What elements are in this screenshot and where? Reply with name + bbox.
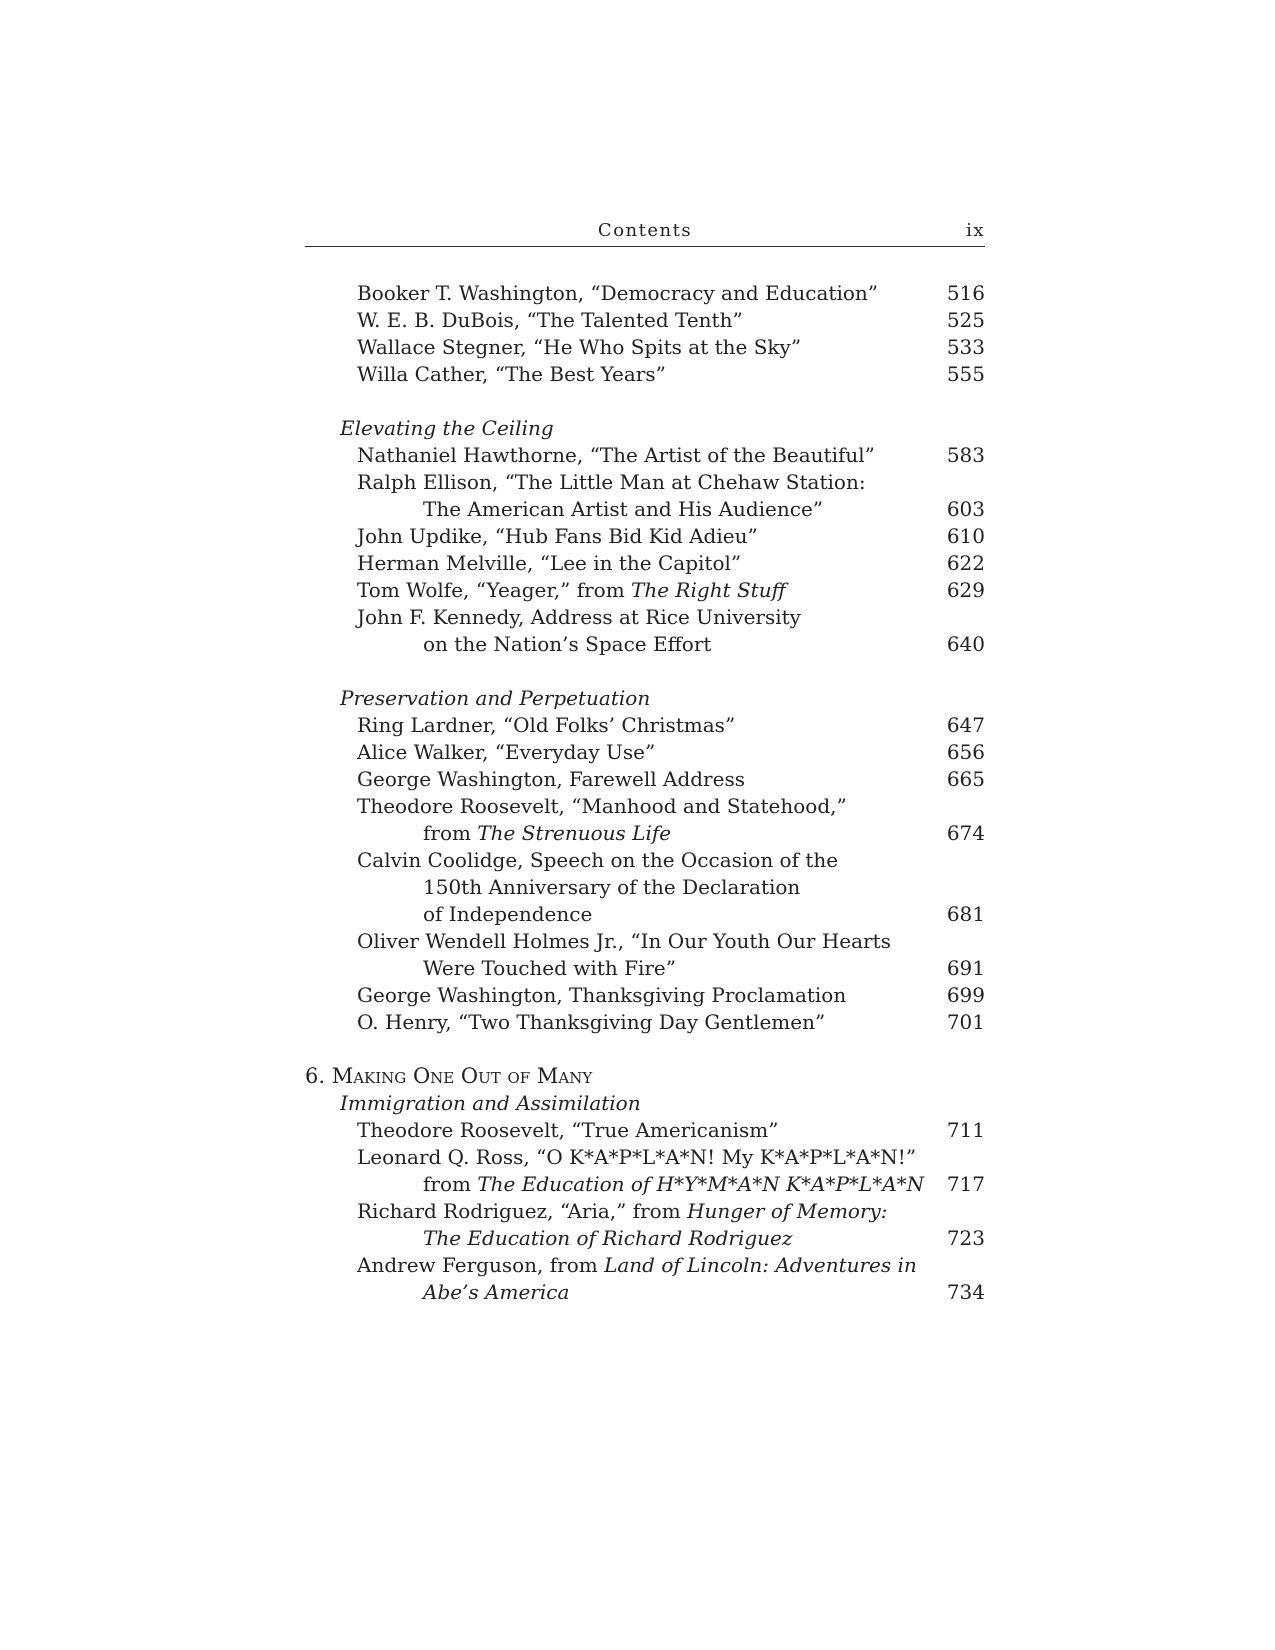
entry-page: 681 bbox=[946, 902, 985, 926]
part-title: Making One Out of Many bbox=[331, 1064, 593, 1088]
entry-title: Theodore Roosevelt, “True Americanism” bbox=[357, 1118, 779, 1142]
entry-page: 699 bbox=[946, 983, 985, 1007]
toc-entry[interactable] bbox=[305, 982, 985, 1009]
section-heading: Immigration and Assimilation bbox=[340, 1091, 641, 1115]
entry-title-cont: Were Touched with Fire” bbox=[423, 956, 676, 980]
toc-entry-continuation[interactable] bbox=[305, 901, 985, 928]
entry-book-title: The Education of Richard Rodriguez bbox=[423, 1226, 793, 1250]
part-number: 6. bbox=[305, 1064, 332, 1088]
entry-title: Ralph Ellison, “The Little Man at Chehaw Station: bbox=[357, 470, 866, 494]
toc-entry[interactable] bbox=[305, 577, 985, 604]
entry-page: 674 bbox=[946, 821, 985, 845]
entry-page: 656 bbox=[946, 740, 985, 764]
entry-book-title: The Education of H*Y*M*A*N K*A*P*L*A*N bbox=[477, 1172, 925, 1196]
toc-entry[interactable] bbox=[305, 523, 985, 550]
entry-title-cont: 150th Anniversary of the Declaration bbox=[423, 875, 801, 899]
entry-page: 647 bbox=[946, 713, 985, 737]
entry-title-cont: on the Nation’s Space Effort bbox=[423, 632, 712, 656]
toc-entry[interactable] bbox=[305, 928, 985, 955]
entry-page: 665 bbox=[946, 767, 985, 791]
page-number: ix bbox=[966, 220, 985, 241]
entry-title: Andrew Ferguson, from bbox=[357, 1253, 605, 1277]
section-heading: Elevating the Ceiling bbox=[340, 416, 554, 440]
entry-title: George Washington, Thanksgiving Proclamation bbox=[357, 983, 847, 1007]
toc-entry[interactable] bbox=[305, 361, 985, 388]
entry-title: Theodore Roosevelt, “Manhood and Statehood,” bbox=[357, 794, 847, 818]
toc-entry[interactable] bbox=[305, 739, 985, 766]
entry-title: O. Henry, “Two Thanksgiving Day Gentlemen” bbox=[357, 1010, 826, 1034]
entry-page: 691 bbox=[946, 956, 985, 980]
entry-page: 555 bbox=[946, 362, 985, 386]
toc-entry[interactable] bbox=[305, 847, 985, 874]
entry-title: Herman Melville, “Lee in the Capitol” bbox=[357, 551, 742, 575]
entry-book-title: The Right Stuff bbox=[631, 578, 786, 602]
toc-entry-continuation[interactable] bbox=[305, 1225, 985, 1252]
entry-title-cont: of Independence bbox=[423, 902, 593, 926]
entry-title: Nathaniel Hawthorne, “The Artist of the Beautiful” bbox=[357, 443, 875, 467]
entry-page: 723 bbox=[946, 1226, 985, 1250]
toc-entry-continuation[interactable] bbox=[305, 496, 985, 523]
toc-entry[interactable] bbox=[305, 550, 985, 577]
entry-page: 717 bbox=[946, 1172, 985, 1196]
entry-page: 583 bbox=[946, 443, 985, 467]
entry-page: 525 bbox=[946, 308, 985, 332]
entry-page: 629 bbox=[946, 578, 985, 602]
toc-entry[interactable] bbox=[305, 1117, 985, 1144]
toc-entry[interactable] bbox=[305, 307, 985, 334]
entry-title-cont: The American Artist and His Audience” bbox=[423, 497, 823, 521]
entry-book-title: Land of Lincoln: Adventures in bbox=[604, 1253, 917, 1277]
entry-page: 533 bbox=[946, 335, 985, 359]
toc-entry-continuation[interactable] bbox=[305, 1171, 985, 1198]
table-of-contents bbox=[305, 280, 985, 1306]
entry-title-cont: from bbox=[423, 1172, 478, 1196]
toc-entry[interactable] bbox=[305, 793, 985, 820]
entry-title: Richard Rodriguez, “Aria,” from bbox=[357, 1199, 688, 1223]
toc-entry[interactable] bbox=[305, 1198, 985, 1225]
toc-entry[interactable] bbox=[305, 442, 985, 469]
toc-entry[interactable] bbox=[305, 766, 985, 793]
toc-entry[interactable] bbox=[305, 712, 985, 739]
entry-title: Willa Cather, “The Best Years” bbox=[357, 362, 666, 386]
entry-page: 603 bbox=[946, 497, 985, 521]
entry-book-title: Abe’s America bbox=[423, 1280, 570, 1304]
section-heading: Preservation and Perpetuation bbox=[340, 686, 651, 710]
entry-title: John F. Kennedy, Address at Rice University bbox=[357, 605, 801, 629]
toc-entry[interactable] bbox=[305, 604, 985, 631]
entry-title: Tom Wolfe, “Yeager,” from bbox=[357, 578, 632, 602]
entry-title: Booker T. Washington, “Democracy and Education” bbox=[357, 281, 879, 305]
contents-page bbox=[305, 0, 985, 1650]
entry-page: 516 bbox=[946, 281, 985, 305]
entry-title-cont: from bbox=[423, 821, 478, 845]
entry-title: Oliver Wendell Holmes Jr., “In Our Youth Our Hearts bbox=[357, 929, 891, 953]
toc-entry[interactable] bbox=[305, 1009, 985, 1036]
entry-title: George Washington, Farewell Address bbox=[357, 767, 745, 791]
entry-page: 640 bbox=[946, 632, 985, 656]
entry-book-title: Hunger of Memory: bbox=[687, 1199, 888, 1223]
running-head bbox=[305, 218, 985, 247]
part-heading bbox=[305, 1063, 985, 1090]
toc-entry[interactable] bbox=[305, 1144, 985, 1171]
entry-page: 701 bbox=[946, 1010, 985, 1034]
entry-page: 610 bbox=[946, 524, 985, 548]
entry-title: Alice Walker, “Everyday Use” bbox=[357, 740, 656, 764]
entry-title: John Updike, “Hub Fans Bid Kid Adieu” bbox=[357, 524, 758, 548]
toc-entry[interactable] bbox=[305, 1252, 985, 1279]
toc-entry[interactable] bbox=[305, 280, 985, 307]
toc-entry-continuation[interactable] bbox=[305, 955, 985, 982]
entry-page: 622 bbox=[946, 551, 985, 575]
entry-title: Ring Lardner, “Old Folks’ Christmas” bbox=[357, 713, 736, 737]
toc-entry-continuation[interactable] bbox=[305, 631, 985, 658]
entry-title: W. E. B. DuBois, “The Talented Tenth” bbox=[357, 308, 743, 332]
entry-page: 711 bbox=[946, 1118, 985, 1142]
entry-title: Wallace Stegner, “He Who Spits at the Sky” bbox=[357, 335, 802, 359]
toc-entry-continuation[interactable] bbox=[305, 1279, 985, 1306]
entry-title: Leonard Q. Ross, “O K*A*P*L*A*N! My K*A*P*L*A*N!” bbox=[357, 1145, 917, 1169]
toc-entry-continuation[interactable] bbox=[305, 820, 985, 847]
toc-entry-continuation[interactable] bbox=[305, 874, 985, 901]
toc-entry[interactable] bbox=[305, 469, 985, 496]
entry-book-title: The Strenuous Life bbox=[477, 821, 672, 845]
toc-entry[interactable] bbox=[305, 334, 985, 361]
entry-page: 734 bbox=[946, 1280, 985, 1304]
page-title: Contents bbox=[597, 220, 693, 241]
entry-title: Calvin Coolidge, Speech on the Occasion of the bbox=[357, 848, 839, 872]
